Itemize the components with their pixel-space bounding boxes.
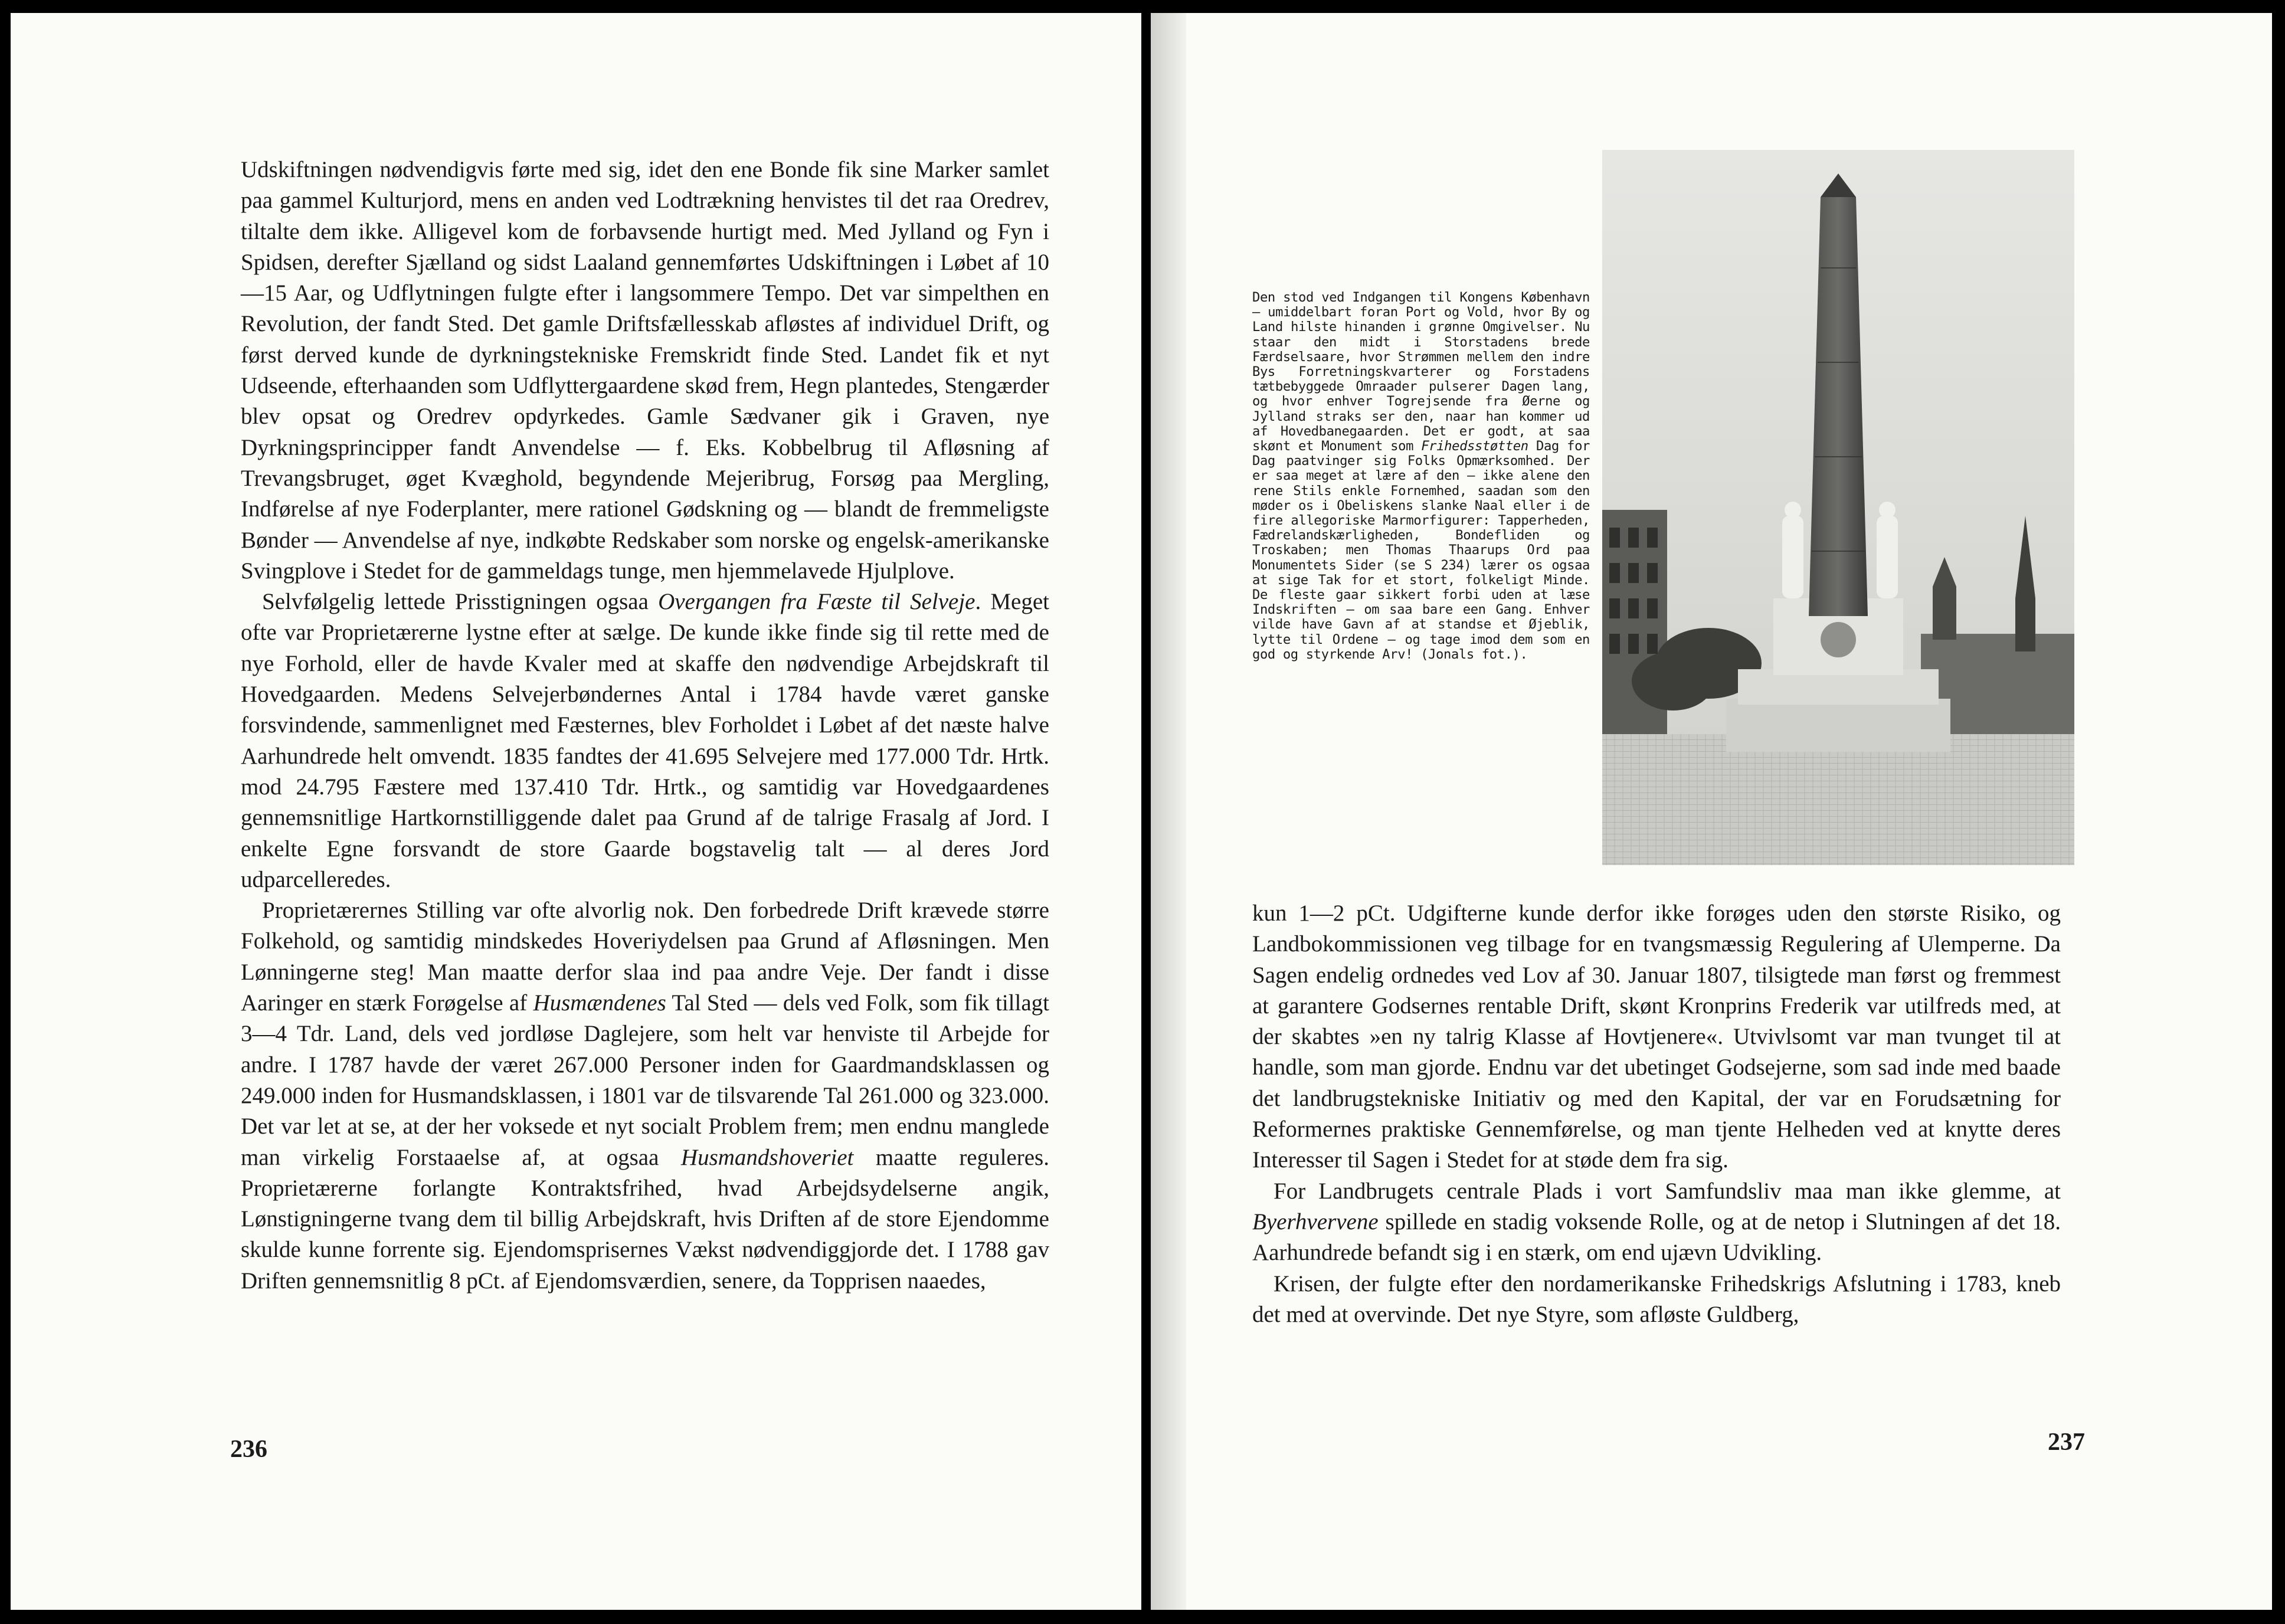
page-number-left: 236 — [230, 1436, 267, 1463]
text-run: maatte reguleres. Proprietærerne forlangte Kontraktsfrihed, hvad Arbejdsydelserne angik, Lønstigningerne tvang dem til billig Arbejdskraft, hvis Driften af de store Ejendomme skulde kunne forrente sig. Ejendomsprisernes Vækst nødvendiggjorde det. I 1788 gav Driften gennemsnitlig 8 pCt. af Ejendomsværdien, senere, da Topprisen naaedes, — [241, 1144, 1049, 1294]
text-run: For Landbrugets centrale Plads i vort Samfundsliv maa man ikke glemme, at — [1274, 1178, 2061, 1204]
page-binding-shadow — [1151, 13, 1186, 1610]
paragraph — [1252, 898, 2061, 1176]
text-run: Proprietærernes Stilling var ofte alvorlig nok. Den forbedrede Drift krævede større Folkehold, og samtidig mindskedes Hoveriydelsen paa Grund af Afløsningen. Men Lønningerne steg! Man maatte derfor slaa ind paa andre Veje. Der fandt i disse Aaringer en stærk Forøgelse af — [241, 898, 1049, 1016]
text-run: Selvfølgelig lettede Prisstigningen ogsaa — [262, 589, 659, 615]
paragraph — [241, 895, 1049, 1296]
text-run: Udskiftningen nødvendigvis førte med sig, idet den ene Bonde fik sine Marker samlet paa gammel Kulturjord, mens en anden ved Lodtrækning henvistes til det raa Oredrev, tiltalte dem ikke. Alligevel kom de forbavsende hurtigt med. Med Jylland og Fyn i Spidsen, derefter Sjælland og sidst Laaland gennemførtes Udskiftningen i Løbet af 10—15 Aar, og Udflytningen fulgte efter i langsommere Tempo. Det var simpelthen en Revolution, der fandt Sted. Det gamle Driftsfællesskab afløstes af individuel Drift, og først derved kunde de dyrkningstekniske Fremskridt finde Sted. Landet fik et nyt Udseende, efterhaanden som Udflyttergaardene skød frem, Hegn plantedes, Stengærder blev opsat og Oredrev opdyrkedes. Gamle Sædvaner gik i Graven, nye Dyrkningsprincipper fandt Anvendelse — f. Eks. Kobbelbrug til Afløsning af Trevangsbruget, øget Kvæghold, begyndende Mejeribrug, Forsøg paa Mergling, Indførelse af nye Foderplanter, mere rationel Gødskning og — blandt de fremmeligste Bønder — Anvendelse af nye, indkøbte Redskaber som norske og engelsk-amerikanske Svingplove i Stedet for de gammeldags tunge, men hjemmelavede Hjulplove. — [241, 157, 1049, 584]
left-body-text — [241, 155, 1049, 1296]
text-run: spillede en stadig voksende Rolle, og at de netop i Slutningen af det 18. Aarhundrede befandt sig i en stærk, om end ujævn Udvikling. — [1252, 1209, 2061, 1266]
text-run: Den stod ved Indgangen til Kongens København — umiddelbart foran Port og Vold, hvor By og Land hilste hinanden i grønne Omgivelser. Nu staar den midt i Storstadens brede Færdselsaare, hvor Strømmen mellem den indre Bys Forretningskvarterer og Forstadens tætbebyggede Omraader pulserer Dagen lang, og hvor enhver Togrejsende fra Øerne og Jylland straks ser den, naar han kommer ud af Hovedbanegaarden. Det er godt, at saa skønt et Monument som — [1252, 290, 1590, 454]
paragraph — [1252, 1176, 2061, 1269]
right-page — [1151, 13, 2272, 1610]
right-body-text — [1252, 898, 2061, 1330]
text-run: Tal Sted — dels ved Folk, som fik tillagt 3—4 Tdr. Land, dels ved jordløse Daglejere, som helt var henviste til Arbejde for andre. I 1787 havde der været 267.000 Personer inden for Gaardmandsklassen og 249.000 inden for Husmandsklassen, i 1801 var de tilsvarende Tal 261.000 og 323.000. Det var let at se, at der her voksede et nyt socialt Problem frem; men endnu manglede man virkelig Forstaaelse af, at ogsaa — [241, 990, 1049, 1170]
photo-caption — [1252, 290, 1590, 662]
text-run: Dag for Dag paatvinger sig Folks Opmærksomhed. Der er saa meget at lære af den — ikke alene den rene Stils enkle Fornemhed, saadan som den møder os i Obeliskens slanke Naal eller i de fire allegoriske Marmorfigurer: Tapperheden, Fædrelandskærligheden, Bondefliden og Troskaben; men Thomas Thaarups Ord paa Monumentets Sider (se S 234) lærer os ogsaa at sige Tak for et stort, folkeligt Minde. De fleste gaar sikkert forbi uden at læse Indskriften — om saa bare een Gang. Enhver vilde have Gavn af at standse et Øjeblik, lytte til Ordene — og tage imod dem som en god og styrkende Arv! (Jonals fot.). — [1252, 438, 1590, 662]
page-number-right: 237 — [2048, 1429, 2085, 1456]
emphasized-phrase: Overgangen fra Fæste til Selveje — [658, 589, 975, 615]
liberty-column-photo — [1602, 150, 2074, 865]
left-page — [11, 13, 1141, 1610]
obelisk-illustration — [1602, 150, 2074, 865]
text-run: . Meget ofte var Proprietærerne lystne efter at sælge. De kunde ikke finde sig til rette med de nye Forhold, eller de havde Kvaler med at skaffe den nødvendige Arbejdskraft til Hovedgaarden. Medens Selvejerbøndernes Antal i 1784 havde været ganske forsvindende, sammenlignet med Fæsternes, blev Forholdet i Løbet af det næste halve Aarhundrede helt omvendt. 1835 fandtes der 41.695 Selvejere med 177.000 Tdr. Hrtk. mod 24.795 Fæstere med 137.410 Tdr. Hrtk., og samtidig var Hovedgaardenes gennemsnitlige Hartkornstilliggende dalet paa Grund af de talrige Frasalg af Jord. I enkelte Egne forsvandt de store Gaarde bogstavelig talt — al deres Jord udparcelleredes. — [241, 589, 1049, 892]
emphasized-phrase: Byerhvervene — [1252, 1209, 1379, 1235]
emphasized-phrase: Husmandshoveriet — [680, 1144, 854, 1170]
text-run: Krisen, der fulgte efter den nordamerikanske Frihedskrigs Afslutning i 1783, kneb det med at overvinde. Det nye Styre, som afløste Guldberg, — [1252, 1271, 2061, 1327]
emphasized-phrase: Husmændenes — [533, 990, 666, 1016]
paragraph — [1252, 1269, 2061, 1331]
paragraph — [241, 155, 1049, 587]
text-run: kun 1—2 pCt. Udgifterne kunde derfor ikke forøges uden den største Risiko, og Landbokommissionen veg tilbage for en tvangsmæssig Regulering af Ulemperne. Da Sagen endelig ordnedes ved Lov af 30. Januar 1807, tilsigtede man først og fremmest at garantere Godsernes rentable Drift, skønt Kronprins Frederik var utilfreds med, at der skabtes »en ny talrig Klasse af Hovtjenere«. Utvivlsomt var man tvunget til at handle, som man gjorde. Endnu var det ubetinget Godsejerne, som sad inde med baade det landbrugstekniske Initiativ og med den Kapital, der var en Forudsætning for Reformernes praktiske Gennemførelse, og man tjente Helheden ved at knytte deres Interesser til Sagen i Stedet for at støde dem fra sig. — [1252, 901, 2061, 1173]
paragraph — [241, 587, 1049, 895]
emphasized-phrase: Frihedsstøtten — [1421, 438, 1528, 454]
